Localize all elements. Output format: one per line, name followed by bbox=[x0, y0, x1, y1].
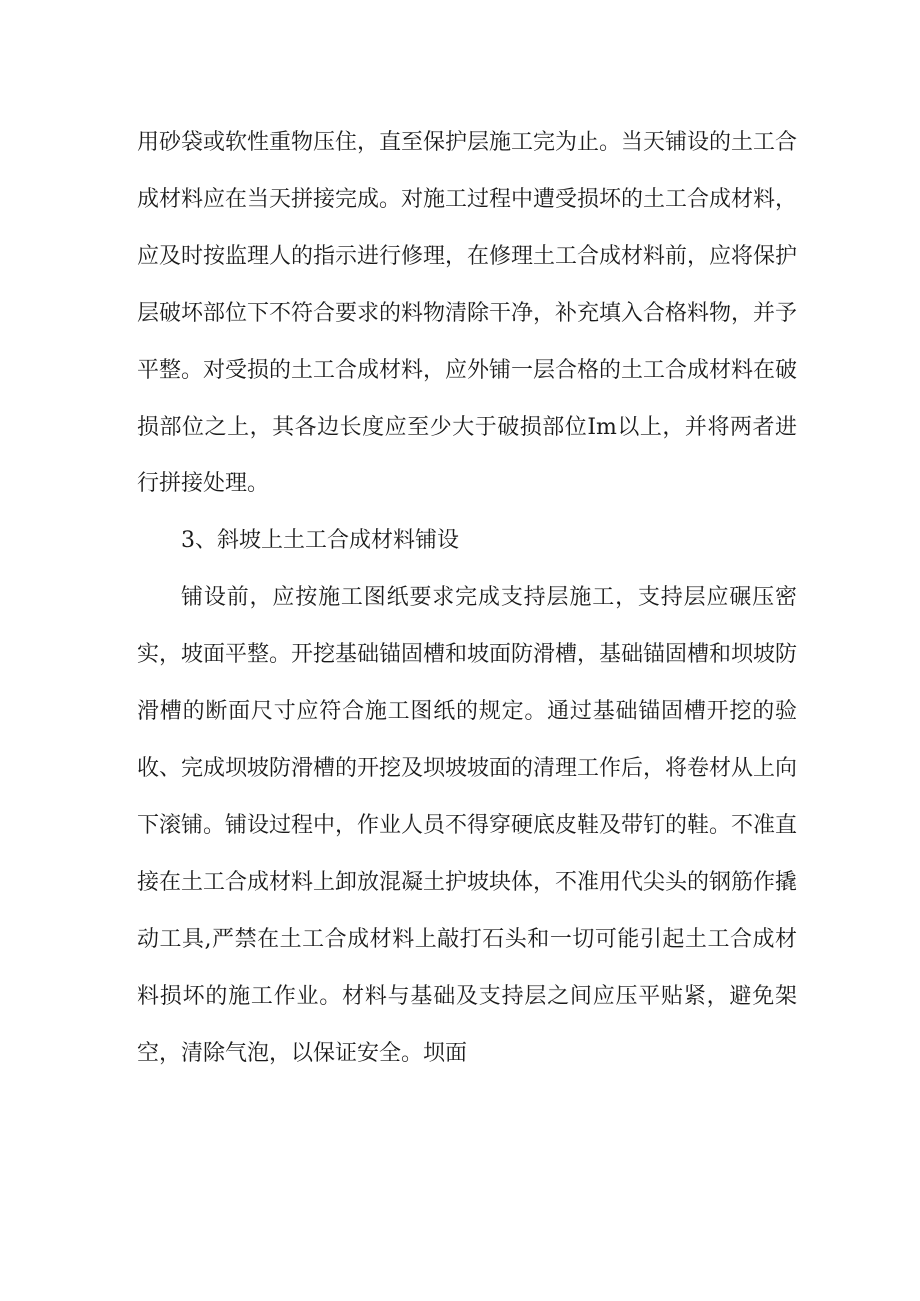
paragraph-slope-laying: 铺设前，应按施工图纸要求完成支持层施工，支持层应碾压密实，坡面平整。开挖基础锚固槽和坡面防滑槽，基础锚固槽和坝坡防滑槽的断面尺寸应符合施工图纸的规定。通过基础锚固槽开挖的验收、完成坝坡防滑槽的开挖及坝坡坡面的清理工作后，将卷材从上向下滚铺。铺设过程中，作业人员不得穿硬底皮鞋及带钉的鞋。不准直接在土工合成材料上卸放混凝土护坡块体，不准用代尖头的钢筋作撬动工具,严禁在土工合成材料上敲打石头和一切可能引起土工合成材料损坏的施工作业。材料与基础及支持层之间应压平贴紧，避免架空，清除气泡，以保证安全。坝面 bbox=[137, 585, 798, 1066]
paragraph-continuation: 用砂袋或软性重物压住，直至保护层施工完为止。当天铺设的土工合成材料应在当天拼接完成。对施工过程中遭受损坏的土工合成材料，应及时按监理人的指示进行修理，在修理土工合成材料前，应将保护层破坏部位下不符合要求的料物清除干净，补充填入合格料物，并予平整。对受损的土工合成材料，应外铺一层合格的土工合成材料在破损部位之上，其各边长度应至少大于破损部位Im以上，并将两者进行拼接处理。 bbox=[137, 130, 798, 497]
section-heading: 3、斜坡上土工合成材料铺设 bbox=[181, 528, 459, 554]
document-body bbox=[137, 115, 797, 1082]
